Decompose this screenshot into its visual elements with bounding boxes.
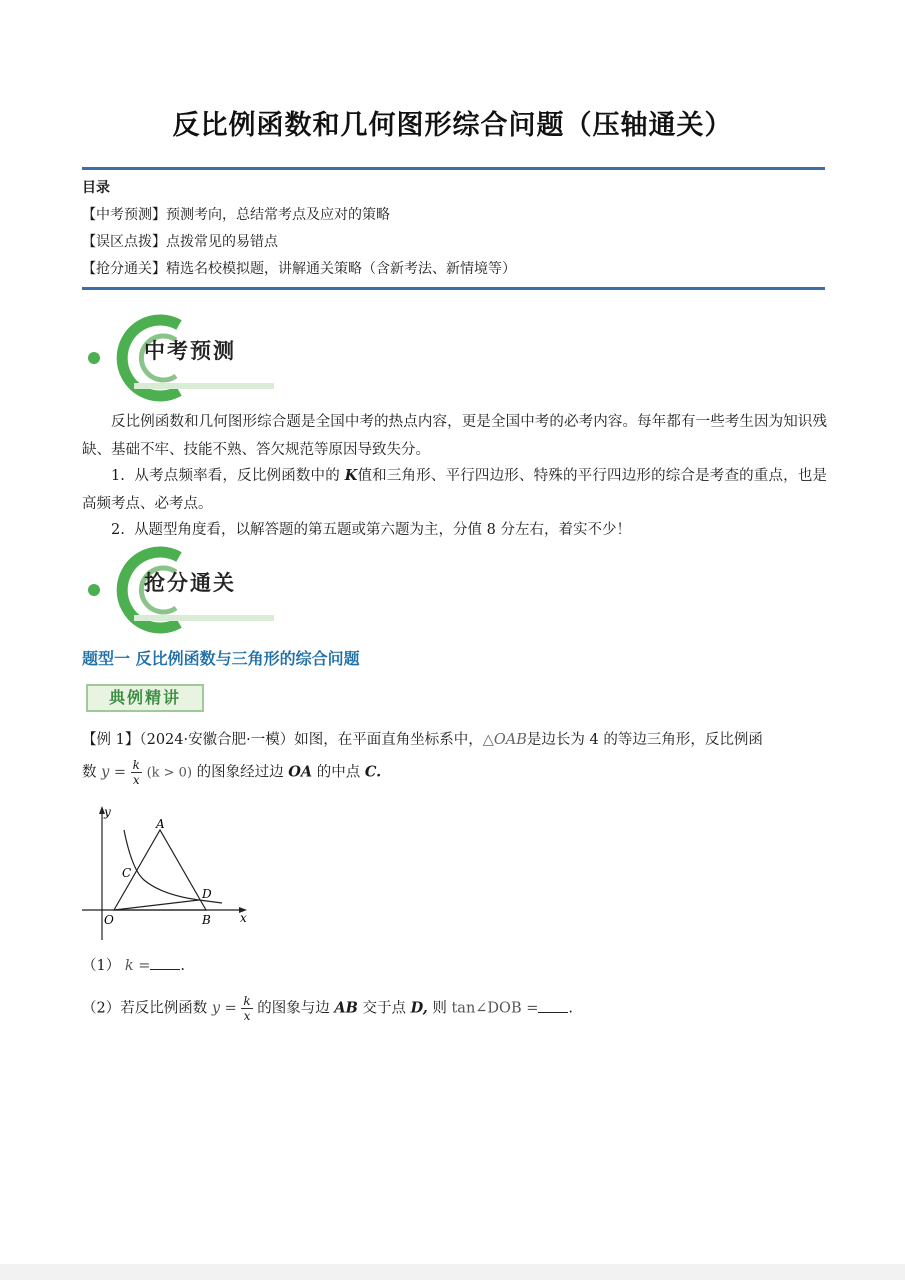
toc-item: 【抢分通关】精选名校模拟题，讲解通关策略（含新考法、新情境等）	[82, 261, 516, 277]
toc-divider	[82, 287, 825, 290]
question-2: （2）若反比例函数 y = $\frac{k}{x}$ 的图象与边 AB 交于点 D, 则 tan∠DOB = .	[82, 994, 573, 1023]
label-A: A	[156, 817, 165, 831]
bottom-strip	[0, 1264, 905, 1280]
toc-item: 【中考预测】预测考向，总结常考点及应对的策略	[82, 207, 390, 223]
answer-blank[interactable]	[150, 955, 180, 970]
banner-title: 抢分通关	[144, 571, 236, 595]
answer-blank[interactable]	[538, 998, 568, 1013]
coordinate-figure	[82, 800, 262, 945]
toc-item: 【误区点拨】点拨常见的易错点	[82, 234, 278, 250]
fraction-k-over-x: $\frac{k}{x}$	[132, 758, 140, 787]
label-D: D	[202, 887, 212, 901]
label-y: y	[104, 805, 111, 819]
page-title: 反比例函数和几何图形综合问题（压轴通关）	[172, 110, 733, 141]
point-1: 1. 从考点频率看，反比例函数中的 K值和三角形、平行四边形、特殊的平行四边形的综合是考查的重点，也是高频考点、必考点。	[82, 467, 828, 512]
table-of-contents	[82, 175, 516, 283]
section-banner-score	[84, 545, 284, 635]
fraction-k-over-x: $\frac{k}{x}$	[243, 994, 251, 1023]
label-B: B	[202, 913, 211, 927]
example-statement-cont: 数 y = $\frac{k}{x}$ (k > 0) 的图象经过边 OA 的中点 C.	[82, 758, 382, 787]
banner-title: 中考预测	[144, 339, 236, 363]
label-O: O	[104, 913, 114, 927]
example-statement: 【例 1】（2024·安徽合肥·一模）如图，在平面直角坐标系中，△OAB是边长为 4 的等边三角形，反比例函	[82, 732, 763, 748]
intro-paragraph: 反比例函数和几何图形综合题是全国中考的热点内容，更是全国中考的必考内容。每年都有一些考生因为知识残缺、基础不牢、技能不熟、答欠规范等原因导致失分。	[82, 414, 827, 458]
section-banner-forecast	[84, 313, 284, 403]
top-divider	[82, 167, 825, 170]
label-x: x	[240, 911, 247, 925]
point-2: 2. 从题型角度看，以解答题的第五题或第六题为主，分值 8 分左右，着实不少！	[111, 522, 632, 538]
toc-heading: 目录	[82, 180, 110, 196]
question-type-heading: 题型一 反比例函数与三角形的综合问题	[82, 649, 360, 668]
label-C: C	[122, 866, 132, 880]
question-1: （1） k = .	[82, 952, 827, 980]
example-tag: 典例精讲	[86, 684, 204, 712]
